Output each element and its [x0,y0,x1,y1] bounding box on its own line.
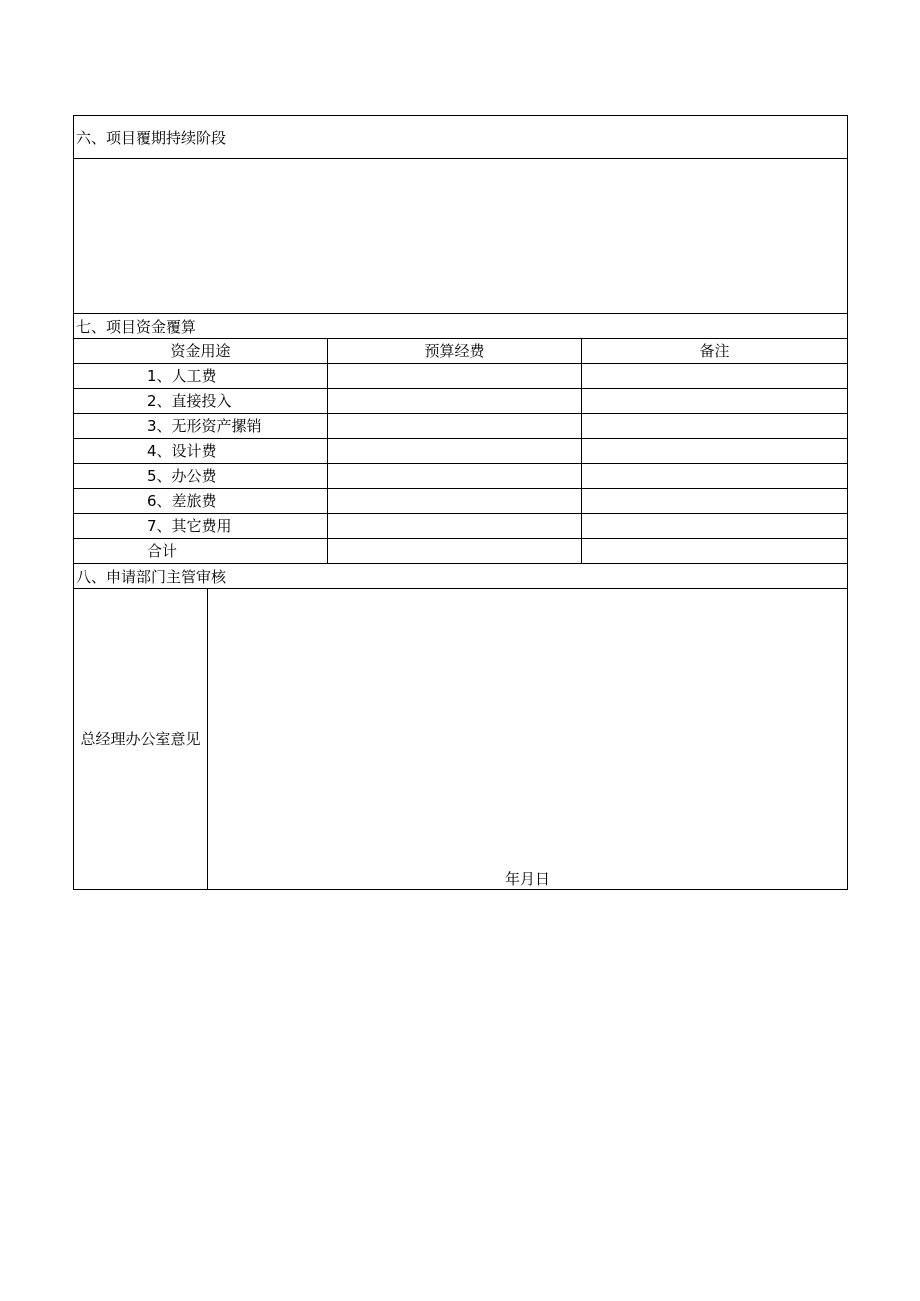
row-label: 4、设计费 [147,442,217,460]
budget-table-header-row [74,339,847,364]
row-label-cell [74,464,327,488]
budget-cell[interactable] [327,364,581,388]
table-row [74,389,847,414]
header-budget: 预算经费 [327,339,581,363]
section-six-content-area[interactable] [74,159,847,314]
section-six-title: 六、项目覆期持续阶段 [76,129,227,147]
total-label-cell [74,539,327,563]
project-form-table [73,115,848,890]
budget-cell[interactable] [327,389,581,413]
section-eight-title: 八、申请部门主管审核 [76,568,227,586]
total-label: 合计 [147,542,178,560]
row-label: 1、人工费 [147,367,217,385]
section-eight-header-row [74,564,847,589]
section-seven-title: 七、项目资金覆算 [76,318,197,336]
header-note: 备注 [581,339,847,363]
budget-cell[interactable] [327,514,581,538]
table-row [74,514,847,539]
budget-cell[interactable] [327,489,581,513]
table-row [74,439,847,464]
total-budget-cell[interactable] [327,539,581,563]
date-label: 年月日 [505,870,551,888]
office-opinion-area[interactable] [207,589,847,889]
row-label: 6、差旅费 [147,492,217,510]
note-cell[interactable] [581,514,847,538]
note-cell[interactable] [581,489,847,513]
note-cell[interactable] [581,364,847,388]
table-row [74,489,847,514]
total-row [74,539,847,564]
row-label-cell [74,489,327,513]
row-label-cell [74,364,327,388]
table-row [74,464,847,489]
header-fund-usage: 资金用途 [170,341,231,360]
row-label: 5、办公费 [147,467,217,485]
table-row [74,414,847,439]
note-cell[interactable] [581,439,847,463]
note-cell[interactable] [581,414,847,438]
row-label-cell [74,514,327,538]
budget-cell[interactable] [327,464,581,488]
row-label: 7、其它费用 [147,517,232,535]
budget-cell[interactable] [327,439,581,463]
row-label-cell [74,389,327,413]
row-label-cell [74,414,327,438]
section-six-header-row [74,116,847,159]
row-label: 2、直接投入 [147,392,232,410]
row-label: 3、无形资产摞销 [147,417,262,435]
office-opinion-label: 总经理办公室意见 [80,729,201,748]
total-note-cell[interactable] [581,539,847,563]
table-row [74,364,847,389]
row-label-cell [74,439,327,463]
budget-cell[interactable] [327,414,581,438]
section-seven-header-row [74,314,847,339]
review-row [74,589,847,889]
note-cell[interactable] [581,464,847,488]
note-cell[interactable] [581,389,847,413]
